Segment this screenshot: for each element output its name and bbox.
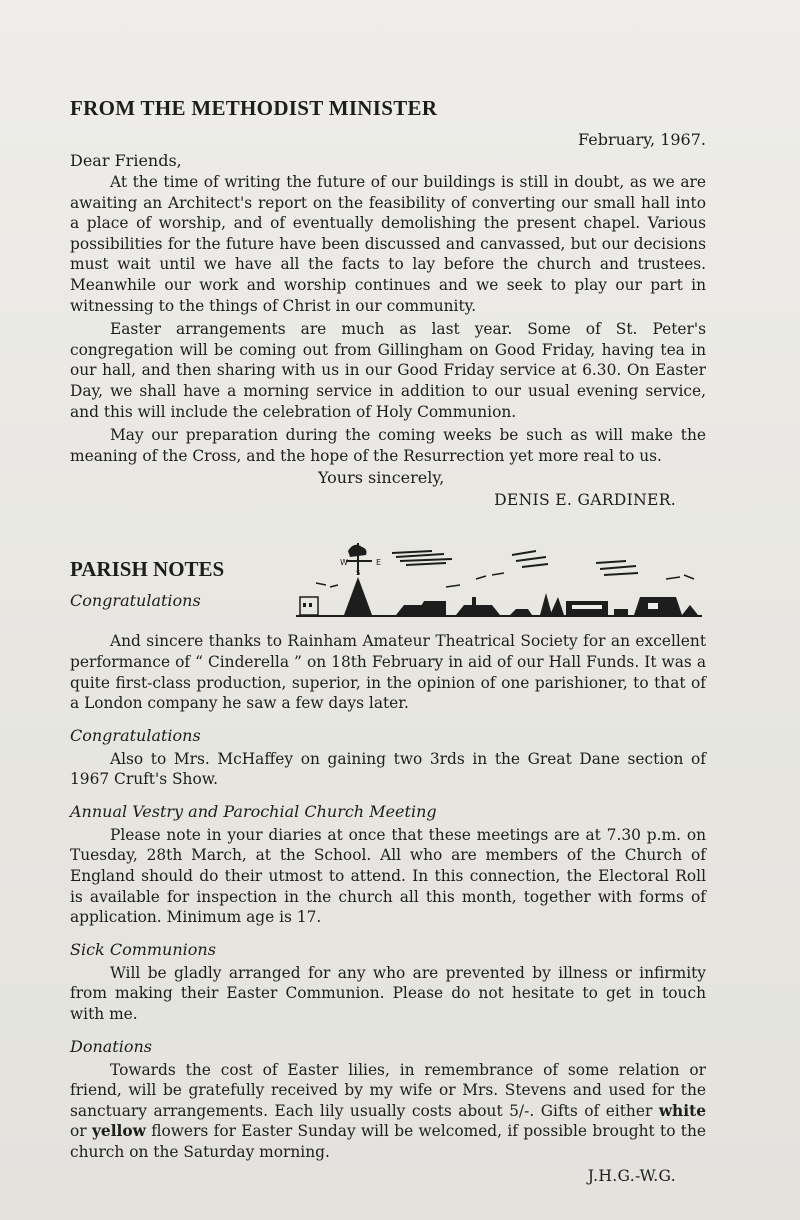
minister-heading: FROM THE METHODIST MINISTER <box>70 96 438 120</box>
page-content <box>70 96 706 1185</box>
parish-notes-header <box>70 535 706 627</box>
parish-notes-heading: PARISH NOTES <box>70 557 225 582</box>
donations-text-mid: or <box>70 1122 92 1141</box>
minister-paragraph: Easter arrangements are much as last year. Some of St. Peter's congregation will be coming out from Gillingham on Good Friday, having tea in our hall, and then sharing with us in our Good Friday service at 6.30. On Easter Day, we shall have a morning service in addition to our usual evening service, and this will include the celebration of Holy Communion. <box>70 320 706 421</box>
salutation: Dear Friends, <box>70 151 182 170</box>
section-title: Donations <box>70 1036 152 1056</box>
section-text: Also to Mrs. McHaffey on gaining two 3rds in the Great Dane section of 1967 Cruft's Show. <box>70 749 706 789</box>
svg-text:W: W <box>340 558 348 568</box>
initials-signature: J.H.G.-W.G. <box>587 1166 676 1185</box>
section-title: Annual Vestry and Parochial Church Meeting <box>70 801 437 821</box>
minister-paragraph: At the time of writing the future of our buildings is still in doubt, as we are awaiting an Architect's report on the feasibility of converting our small hall into a place of worship, and of eventually demolishing the present chapel. Various possibilities for the future have been discussed and canvassed, but our decisions must wait until we have all the facts to lay before the church and trustees. Meanwhile our work and worship continues and we seek to play our part in witnessing to the things of Christ in our community. <box>70 173 706 315</box>
white-flowers: white <box>658 1101 706 1120</box>
donations-text-before: Towards the cost of Easter lilies, in remembrance of some relation or friend, will be gratefully received by my wife or Mrs. Stevens and used for the sanctuary arrangements. Each lily usually costs about 5/-. Gifts of either <box>70 1060 706 1120</box>
village-weathervane-illustration <box>296 535 708 623</box>
svg-text:S: S <box>356 569 361 578</box>
section-title: Congratulations <box>70 591 201 611</box>
yellow-flowers: yellow <box>91 1122 146 1141</box>
section-title: Congratulations <box>70 725 201 745</box>
section-title: Sick Communions <box>70 939 216 959</box>
minister-paragraph: May our preparation during the coming weeks be such as will make the meaning of the Cross, and the hope of the Resurrection yet more real to us. <box>70 426 706 465</box>
donations-text <box>70 1060 706 1163</box>
section-text: Will be gladly arranged for any who are prevented by illness or infirmity from making their Easter Communion. Please do not hesitate to get in touch with me. <box>70 963 706 1024</box>
letter-date: February, 1967. <box>578 130 706 149</box>
section-text: Please note in your diaries at once that these meetings are at 7.30 p.m. on Tuesday, 28th March, at the School. All who are members of the Church of England should do their utmost to attend. In this connection, the Electoral Roll is available for inspection in the church all this month, together with forms of application. Minimum age is 17. <box>70 825 706 927</box>
closing: Yours sincerely, <box>318 468 445 488</box>
section-text: And sincere thanks to Rainham Amateur Theatrical Society for an excellent performance of “ Cinderella ” on 18th February in aid of our Hall Funds. It was a quite first-class production, superior, in the opinion of one parishioner, to that of a London company he saw a few days later. <box>70 632 706 713</box>
svg-text:E: E <box>376 558 382 568</box>
donations-text-after: flowers for Easter Sunday will be welcomed, if possible brought to the church on the Saturday morning. <box>70 1122 706 1161</box>
minister-signature: DENIS E. GARDINER. <box>494 491 676 510</box>
